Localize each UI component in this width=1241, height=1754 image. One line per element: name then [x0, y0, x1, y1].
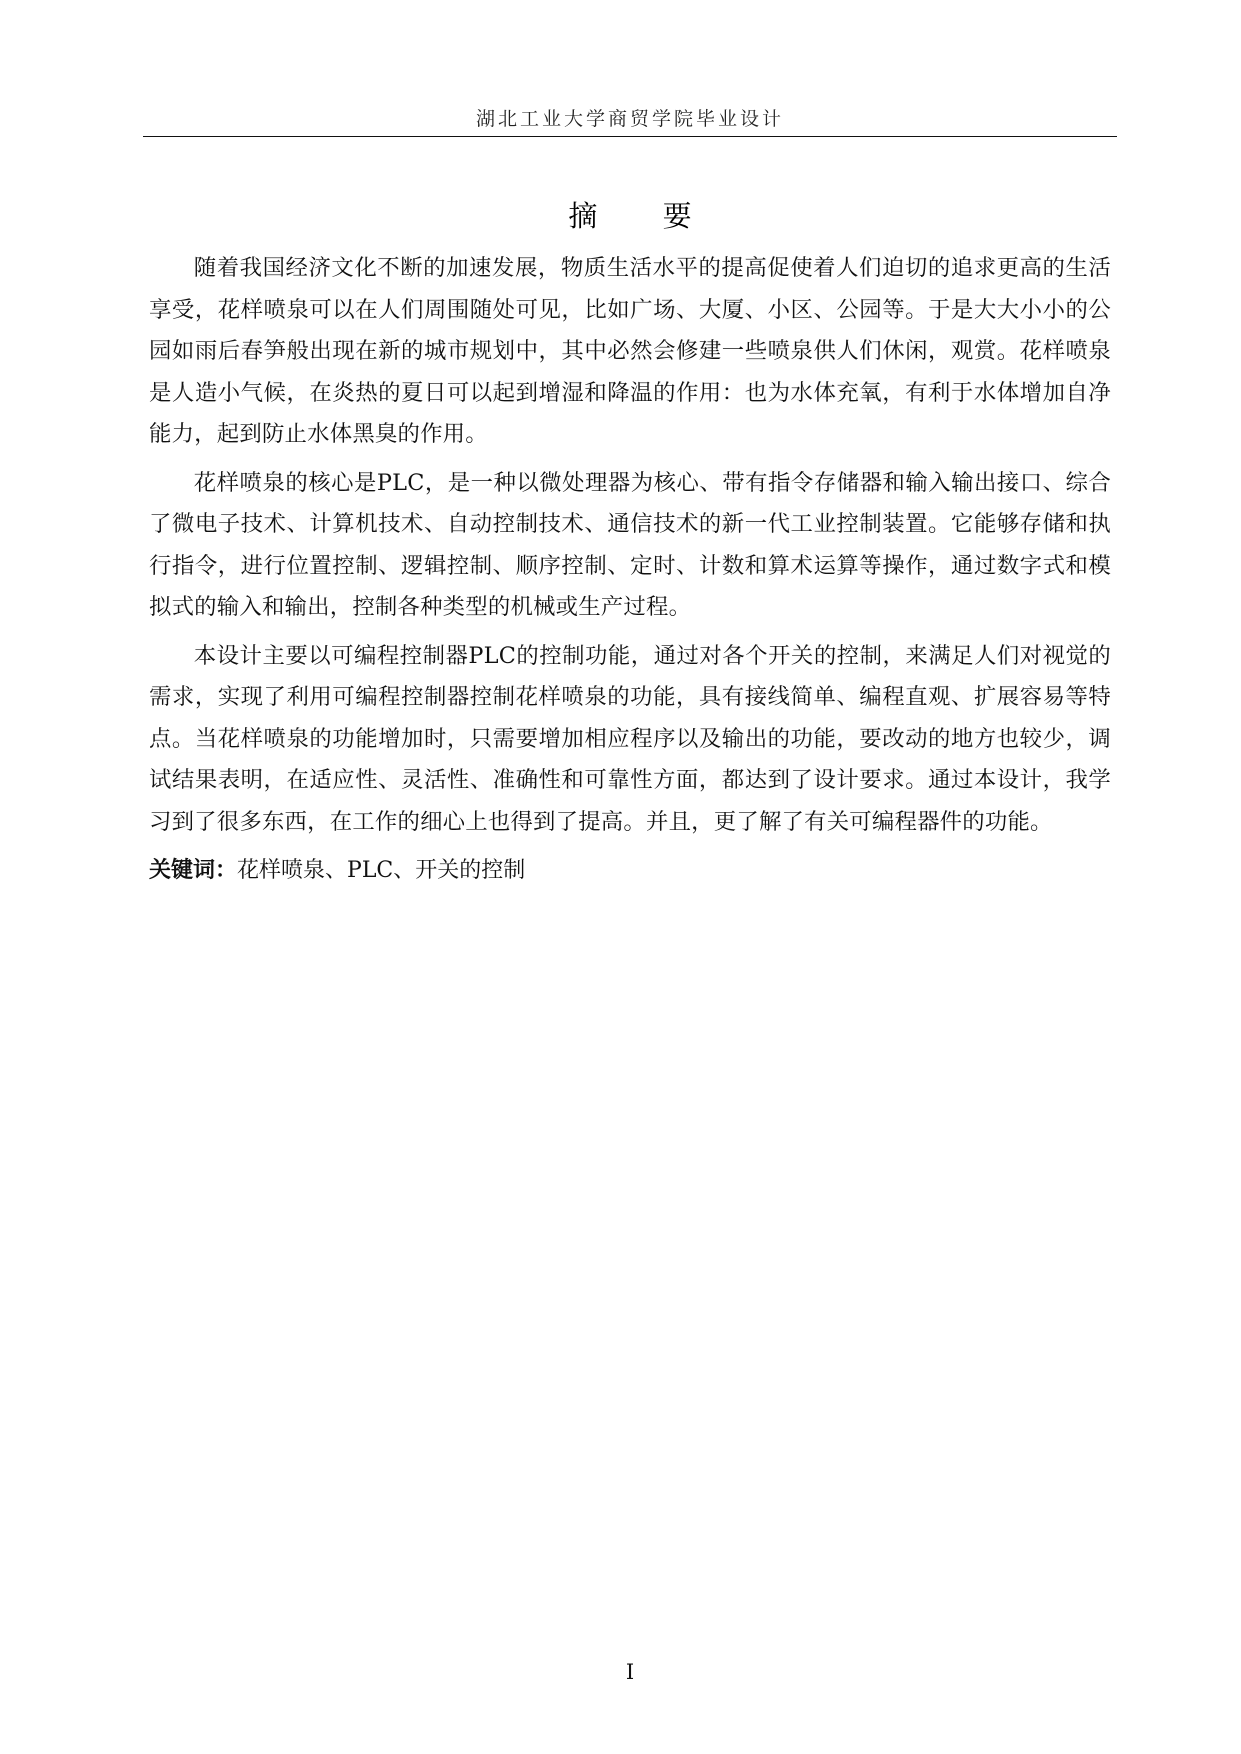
abstract-paragraph-3: 本设计主要以可编程控制器PLC的控制功能，通过对各个开关的控制，来满足人们对视觉的需求，实现了利用可编程控制器控制花样喷泉的功能，具有接线简单、编程直观、扩展容易等特点。当花样喷泉的功能增加时，只需要增加相应程序以及输出的功能，要改动的地方也较少，调试结果表明，在适应性、灵活性、准确性和可靠性方面，都达到了设计要求。通过本设计，我学习到了很多东西，在工作的细心上也得到了提高。并且，更了解了有关可编程器件的功能。 [149, 642, 1111, 835]
keywords-label: 关键词： [149, 858, 238, 883]
abstract-paragraph-1: 随着我国经济文化不断的加速发展，物质生活水平的提高促使着人们迫切的追求更高的生活享受，花样喷泉可以在人们周围随处可见，比如广场、大厦、小区、公园等。于是大大小小的公园如雨后春笋般出现在新的城市规划中，其中必然会修建一些喷泉供人们休闲，观赏。花样喷泉是人造小气候，在炎热的夏日可以起到增湿和降温的作用：也为水体充氧，有利于水体增加自净能力，起到防止水体黑臭的作用。 [149, 255, 1111, 447]
abstract-paragraph-2: 花样喷泉的核心是PLC，是一种以微处理器为核心、带有指令存储器和输入输出接口、综合了微电子技术、计算机技术、自动控制技术、通信技术的新一代工业控制装置。它能够存储和执行指令，进行位置控制、逻辑控制、顺序控制、定时、计数和算术运算等操作，通过数字式和模拟式的输入和输出，控制各种类型的机械或生产过程。 [149, 469, 1111, 620]
keywords-value: 花样喷泉、PLC、开关的控制 [237, 858, 526, 883]
abstract-body [149, 248, 1111, 891]
page-number: I [625, 1660, 635, 1684]
running-header: 湖北工业大学商贸学院毕业设计 [475, 108, 784, 130]
abstract-title: 摘 要 [568, 199, 720, 233]
header-divider [143, 136, 1117, 137]
keywords-line [149, 850, 1111, 891]
